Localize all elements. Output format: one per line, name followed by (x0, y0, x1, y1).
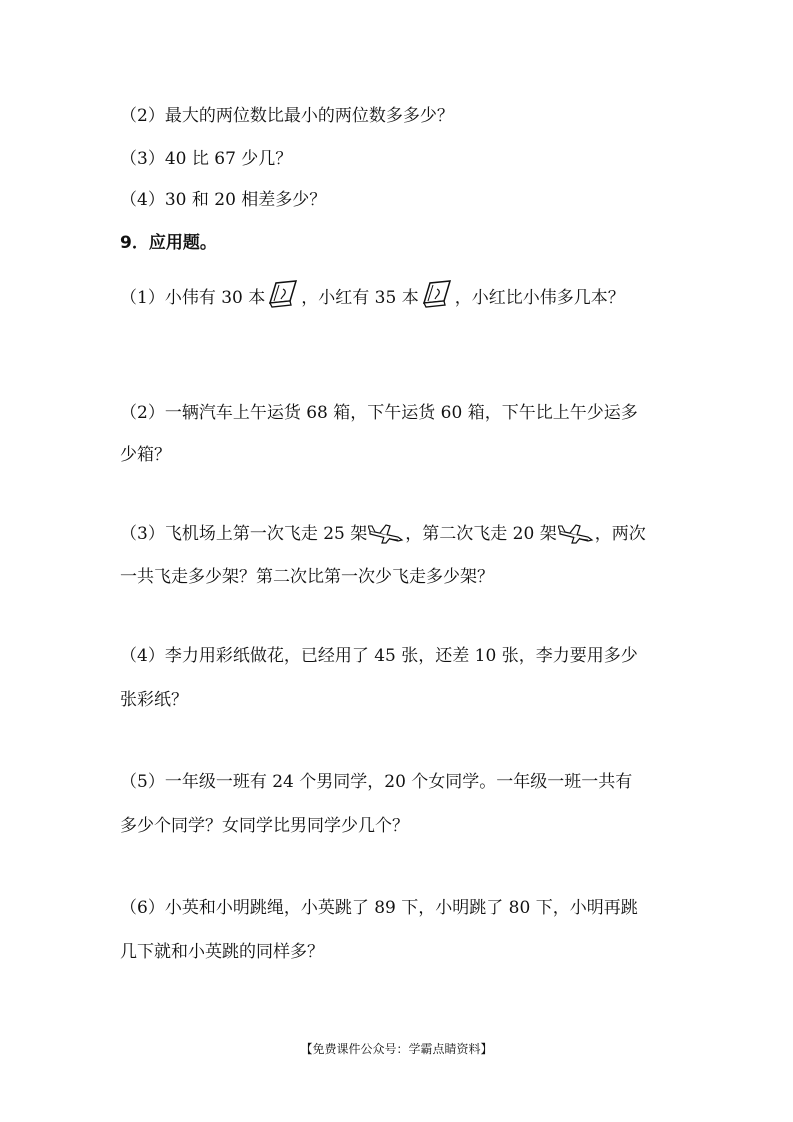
problem-9-4-line-1: （4）李力用彩纸做花，已经用了 45 张，还差 10 张，李力要用多少 (120, 646, 638, 666)
book-icon (266, 279, 300, 315)
section-9-title: 9．应用题。 (120, 233, 217, 253)
problem-9-4-line-2: 张彩纸？ (120, 690, 188, 710)
problem-9-5-line-1: （5）一年级一班有 24 个男同学，20 个女同学。一年级一班一共有 (120, 772, 633, 792)
problem-9-1-part-b: ，小红有 35 本 (301, 288, 419, 308)
problem-9-2-line-2: 少箱？ (120, 445, 171, 465)
problem-9-5-line-2: 多少个同学？女同学比男同学少几个？ (120, 816, 409, 836)
book-icon (420, 279, 454, 315)
footer-note: 【免费课件公众号：学霸点睛资料】 (300, 1042, 493, 1056)
problem-9-3-line-2: 一共飞走多少架？第二次比第一次少飞走多少架？ (120, 567, 494, 587)
problem-9-6-line-1: （6）小英和小明跳绳，小英跳了 89 下，小明跳了 80 下，小明再跳 (120, 898, 638, 918)
question-8-4: （4）30 和 20 相差多少？ (120, 190, 327, 210)
airplane-icon (368, 523, 404, 551)
problem-9-1-part-c: ，小红比小伟多几本？ (454, 288, 625, 308)
problem-9-3-line-1 (120, 523, 646, 551)
question-8-3: （3）40 比 67 少几？ (120, 149, 293, 169)
problem-9-3-part-c: ，两次 (594, 524, 646, 544)
problem-9-1 (120, 279, 625, 315)
problem-9-1-part-a: （1）小伟有 30 本 (120, 288, 266, 308)
question-8-2: （2）最大的两位数比最小的两位数多多少？ (120, 106, 454, 126)
problem-9-3-part-b: ，第二次飞走 20 架 (405, 524, 557, 544)
airplane-icon (558, 523, 594, 551)
problem-9-2-line-1: （2）一辆汽车上午运货 68 箱，下午运货 60 箱，下午比上午少运多 (120, 403, 638, 423)
problem-9-3-part-a: （3）飞机场上第一次飞走 25 架 (120, 524, 368, 544)
problem-9-6-line-2: 几下就和小英跳的同样多？ (120, 942, 324, 962)
